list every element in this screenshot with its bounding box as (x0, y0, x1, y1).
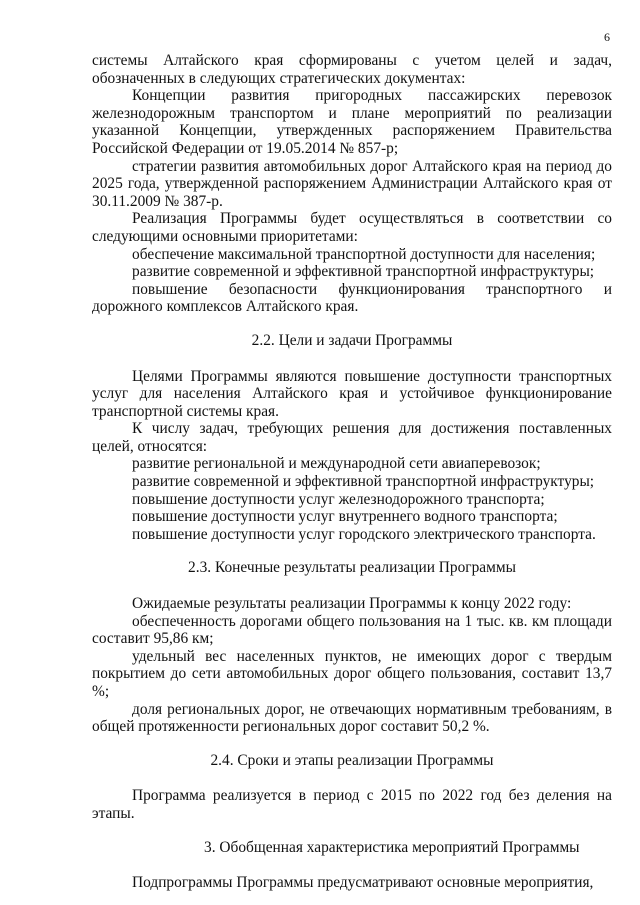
paragraph: Целями Программы являются повышение доступности транспортных услуг для населения Алтайского края и устойчивое функционирование транспортной системы края. (92, 367, 612, 420)
list-item: повышение доступности услуг городского электрического транспорта. (132, 525, 596, 543)
list-item: развитие современной и эффективной транспортной инфраструктуры; (132, 263, 595, 281)
list-item: обеспечение максимальной транспортной доступности для населения; (132, 245, 596, 263)
list-item: доля региональных дорог, не отвечающих нормативным требованиям, в общей протяженности региональных дорог составит 50,2 %. (92, 700, 612, 736)
list-item: повышение доступности услуг железнодорожного транспорта; (132, 490, 545, 508)
paragraph: системы Алтайского края сформированы с учетом целей и задач, обозначенных в следующих стратегических документах: (92, 52, 612, 87)
paragraph: Концепции развития пригородных пассажирских перевозок железнодорожным транспортом и плане мероприятий по реализации указанной Концепции, утвержденных распоряжением Правительства Российской Федерации от 19.05.2014 № 857-р; (92, 87, 612, 157)
list-item: развитие региональной и международной сети авиаперевозок; (132, 455, 541, 473)
list-item: удельный вес населенных пунктов, не имеющих дорог с твердым покрытием до сети автомобильных дорог общего пользования, составит 13,7 %; (92, 647, 612, 700)
paragraph: Реализация Программы будет осуществляться в соответствии со следующими основными приоритетами: (92, 210, 612, 245)
paragraph: К числу задач, требующих решения для достижения поставленных целей, относятся: (92, 420, 612, 455)
paragraph: Ожидаемые результаты реализации Программы к концу 2022 году: (132, 595, 572, 613)
paragraph: Подпрограммы Программы предусматривают основные мероприятия, (132, 874, 594, 892)
list-item: обеспеченность дорогами общего пользования на 1 тыс. кв. км площади составит 95,86 км; (92, 612, 612, 648)
list-item: повышение доступности услуг внутреннего водного транспорта; (132, 508, 558, 526)
section-heading: 2.4. Сроки и этапы реализации Программы (210, 751, 494, 769)
list-item: развитие современной и эффективной транспортной инфраструктуры; (132, 473, 595, 491)
paragraph: Программа реализуется в период с 2015 по 2022 год без деления на этапы. (92, 787, 612, 822)
document-body (92, 52, 612, 892)
section-heading: 2.3. Конечные результаты реализации Программы (188, 559, 516, 577)
list-item: повышение безопасности функционирования транспортного и дорожного комплексов Алтайского края. (92, 280, 612, 316)
paragraph: стратегии развития автомобильных дорог Алтайского края на период до 2025 года, утвержденной распоряжением Администрации Алтайского края от 30.11.2009 № 387-р. (92, 157, 612, 210)
page-number: 6 (604, 30, 610, 44)
section-heading: 3. Обобщенная характеристика мероприятий Программы (204, 838, 580, 856)
section-heading: 2.2. Цели и задачи Программы (251, 331, 453, 349)
